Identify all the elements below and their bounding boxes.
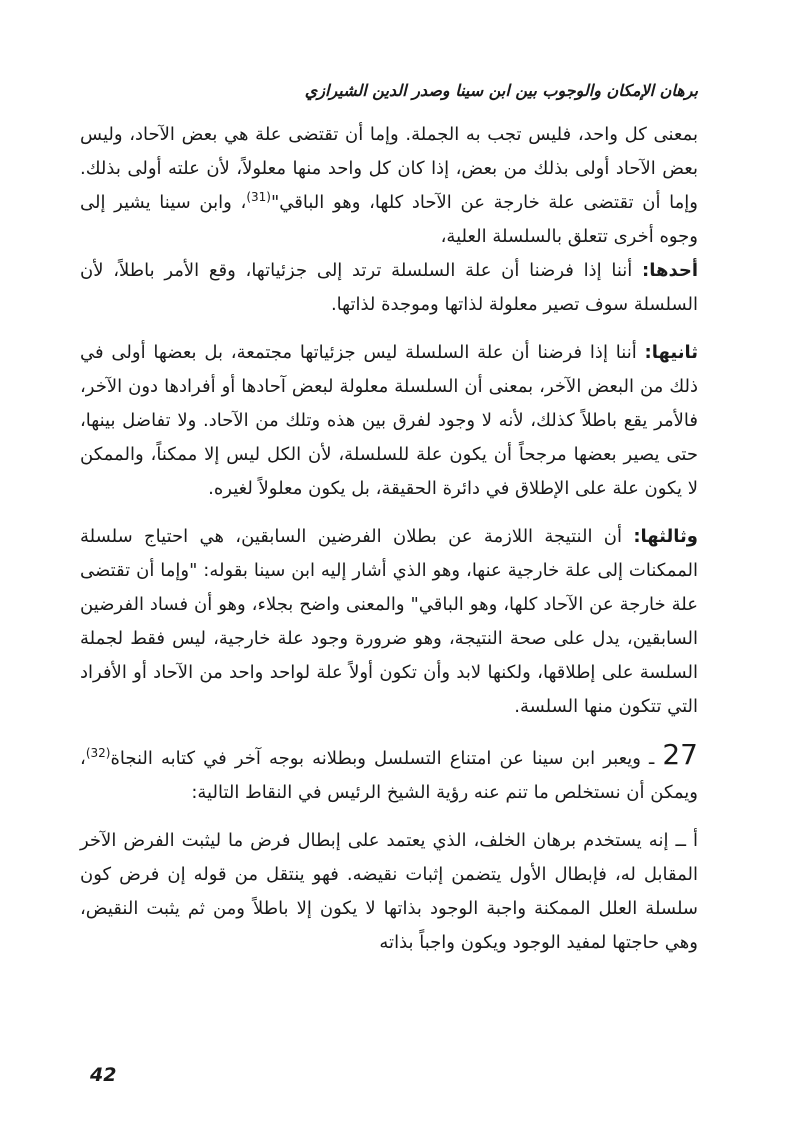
paragraph-text: أن النتيجة اللازمة عن بطلان الفرضين السابقين، هي احتياج سلسلة الممكنات إلى علة خارجية عنها، وهو الذي أشار إليه ابن سينا بقوله: "وإما أن تقتضى علة خارجة عن الآحاد كلها، وهو الباقي" والمعنى واضح بجلاء، وهو أن فساد الفرضين السابقين، يدل على صحة النتيجة، وهو ضرورة وجود علة خارجية، ليس فقط لجملة السلسة على إطلاقها، ولكنها لابد وأن تكون أولاً علة لواحد واحد من الآحاد أو الأفراد التي تتكون منها السلسة. xyxy=(80,526,698,717)
paragraph-text: ـ ويعبر ابن سينا عن امتناع التسلسل وبطلانه بوجه آخر في كتابه النجاة xyxy=(110,748,663,769)
paragraph-lead: أحدها: xyxy=(642,260,698,281)
section-number: 27 xyxy=(662,738,698,771)
paragraph-lead: وثالثها: xyxy=(633,526,698,547)
paragraph-point-a xyxy=(80,824,698,960)
paragraph-third xyxy=(80,520,698,724)
running-header: برهان الإمكان والوجوب بين ابن سينا وصدر الدين الشيرازي xyxy=(304,81,698,100)
paragraph-second xyxy=(80,336,698,506)
paragraph-text: ، وابن سينا يشير إلى وجوه أخرى تتعلق بالسلسلة العلية، xyxy=(80,192,698,247)
paragraph-text: بمعنى كل واحد، فليس تجب به الجملة. وإما أن تقتضى علة هي بعض الآحاد، وليس بعض الآحاد أولى بذلك من بعض، إذا كان كل واحد منها معلولاً، لأن علته أولى بذلك. وإما أن تقتضى علة خارجة عن الآحاد كلها، وهو الباقي" xyxy=(80,124,698,213)
paragraph-lead: ثانيها: xyxy=(644,342,698,363)
paragraph-intro xyxy=(80,118,698,254)
paragraph-first xyxy=(80,254,698,322)
page-number: 42 xyxy=(90,1064,117,1086)
footnote-marker[interactable]: (32) xyxy=(85,746,111,760)
paragraph-section-27 xyxy=(80,738,698,810)
footnote-marker[interactable]: (31) xyxy=(246,190,271,204)
body-text xyxy=(80,118,698,960)
paragraph-text: أ ــ إنه يستخدم برهان الخلف، الذي يعتمد على إبطال فرض ما ليثبت الفرض الآخر المقابل له، فإبطال الأول يتضمن إثبات نقيضه. فهو ينتقل من قوله إن فرض كون سلسلة العلل الممكنة واجبة الوجود بذاتها لا يكون إلا باطلاً ومن ثم يثبت النقيض، وهي حاجتها لمفيد الوجود ويكون واجباً بذاته xyxy=(80,830,698,953)
paragraph-text: أننا إذا فرضنا أن علة السلسلة ليس جزئياتها مجتمعة، بل بعضها أولى في ذلك من البعض الآخر، بمعنى أن السلسلة معلولة لبعض آحادها أو أفرادها دون الآخر، فالأمر يقع باطلاً كذلك، لأنه لا وجود لفرق بين هذه وتلك من الآحاد. ولا تفاضل بينها، حتى يصير بعضها مرجحاً أن يكون علة للسلسلة، لأن الكل ليس إلا ممكناً، والممكن لا يكون علة على الإطلاق في دائرة الحقيقة، بل يكون معلولاً لغيره. xyxy=(80,342,698,499)
paragraph-text: ، ويمكن أن نستخلص ما تنم عنه رؤية الشيخ الرئيس في النقاط التالية: xyxy=(80,748,698,803)
paragraph-text: أننا إذا فرضنا أن علة السلسلة ترتد إلى جزئياتها، وقع الأمر باطلاً، لأن السلسلة سوف تصير معلولة لذاتها وموجدة لذاتها. xyxy=(80,260,698,315)
